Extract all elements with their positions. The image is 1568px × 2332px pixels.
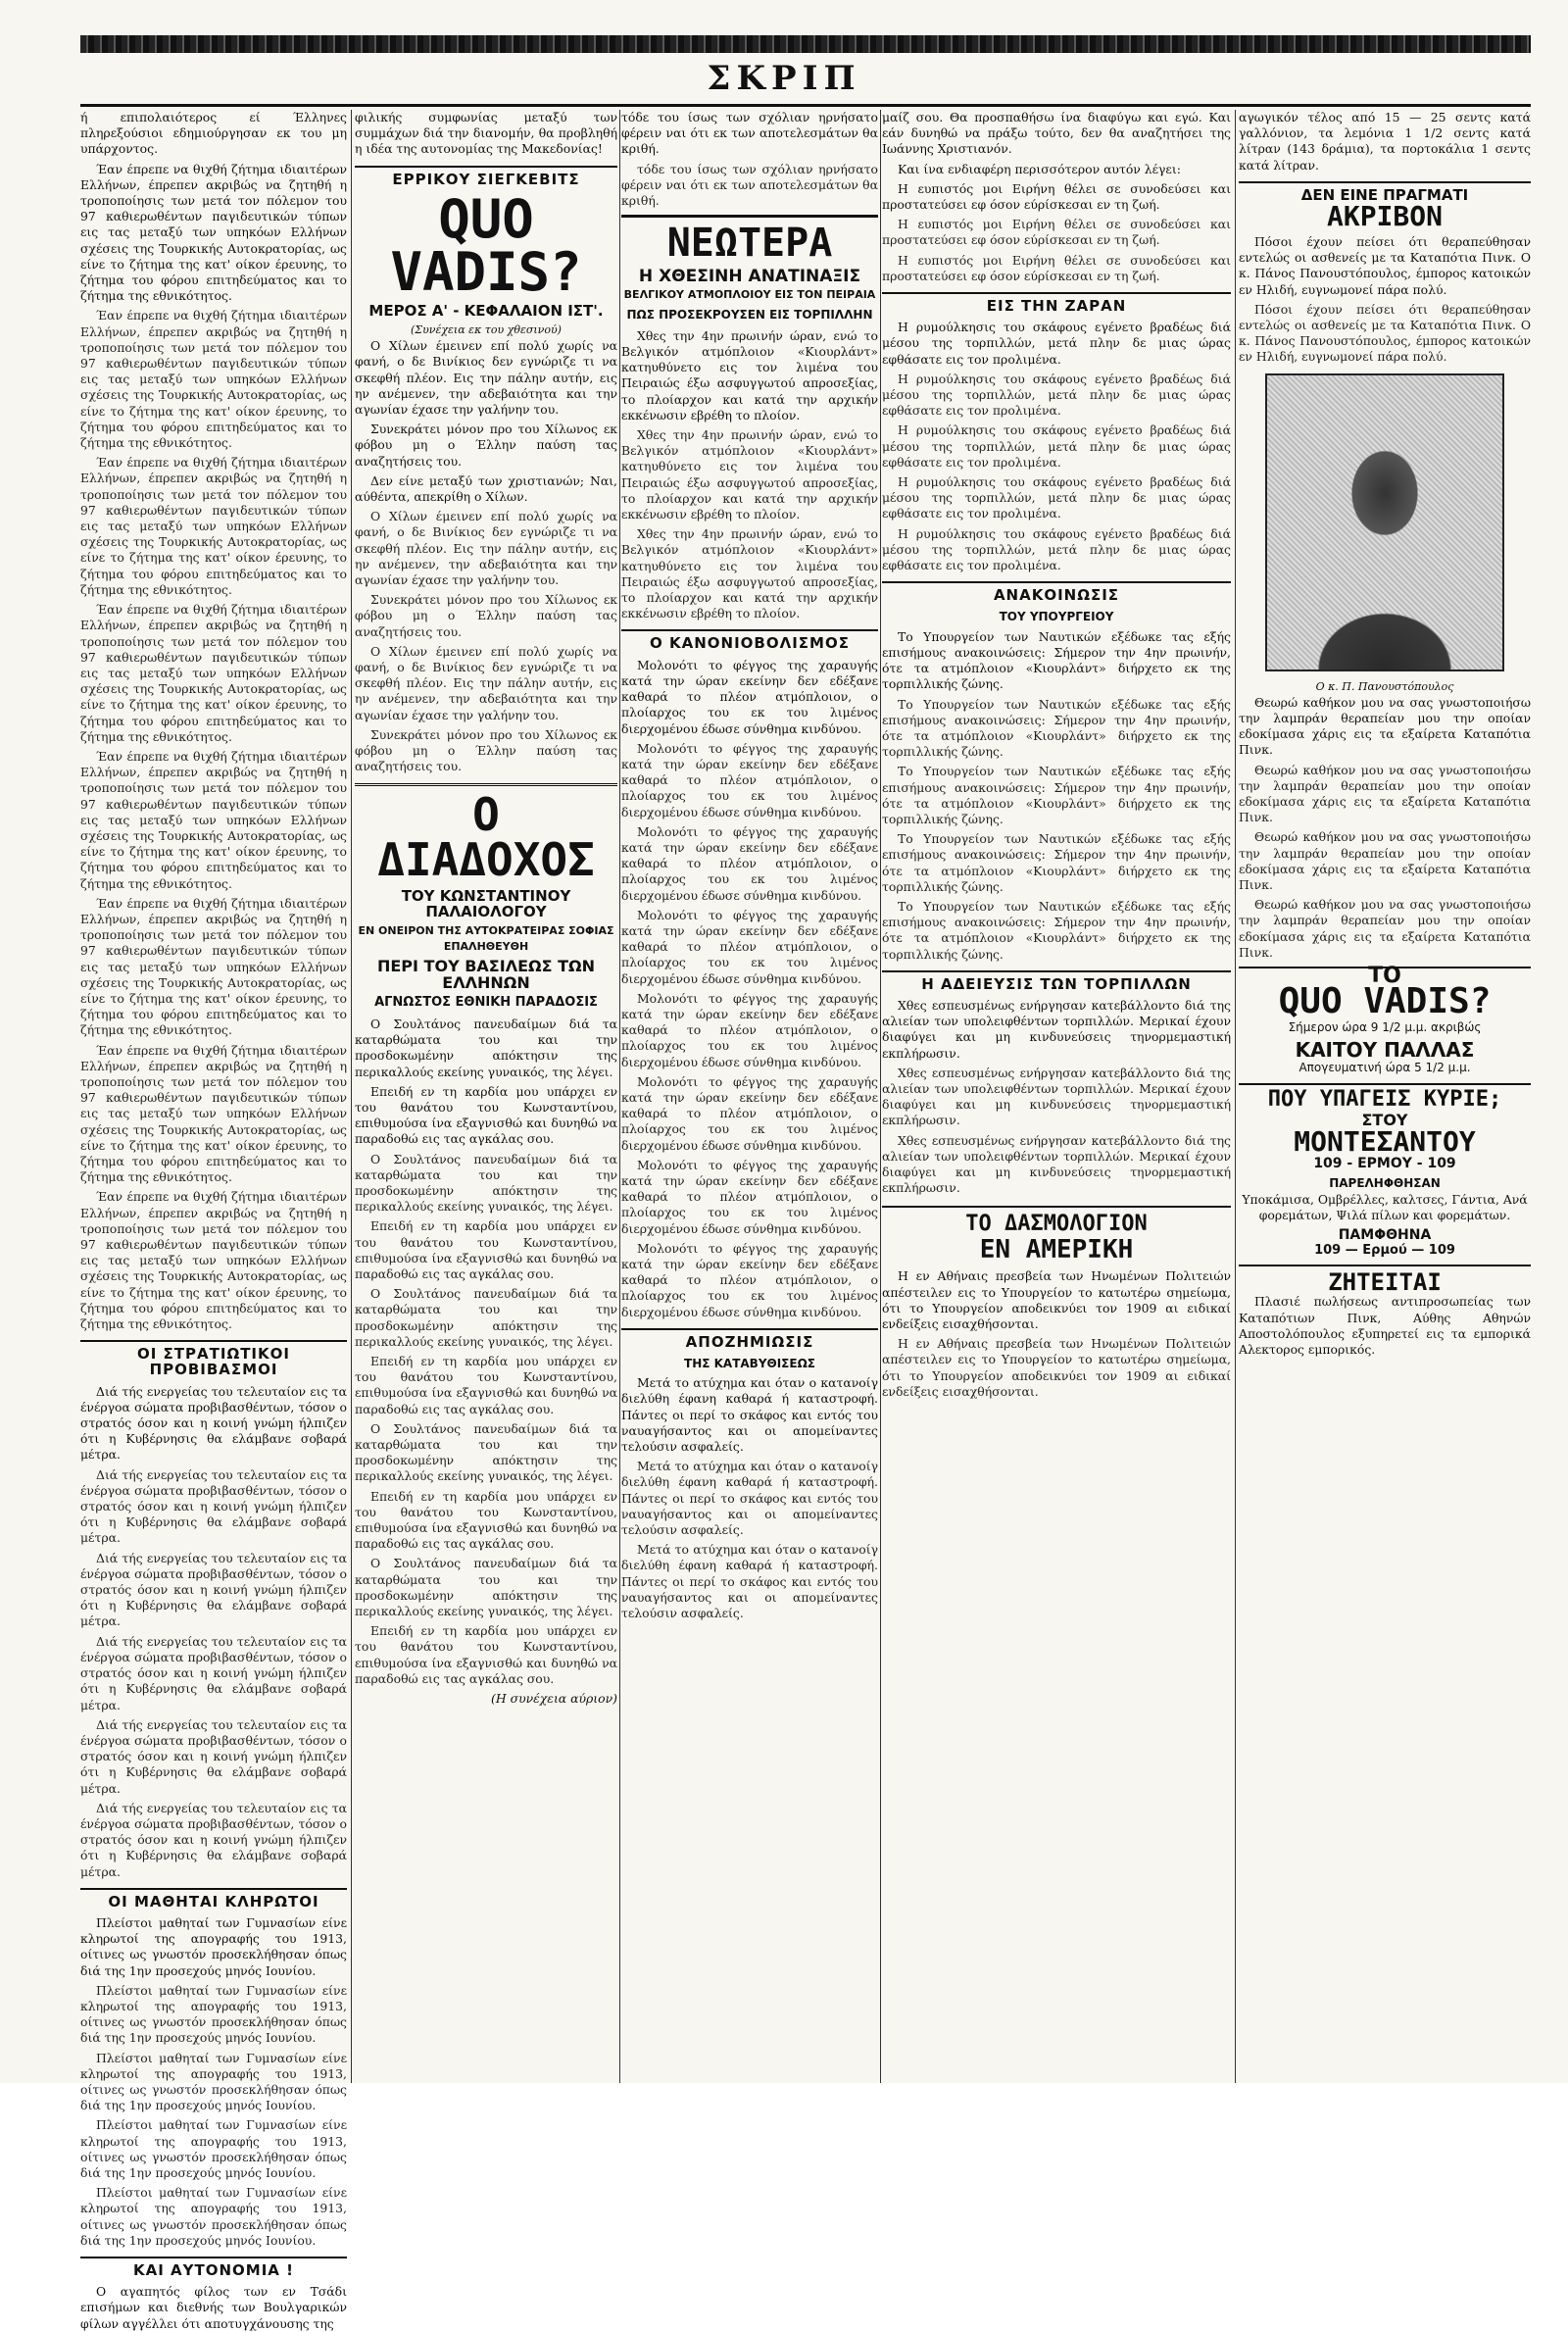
paragraph: Η ρυμούλκησις του σκάφους εγένετο βραδέως διά μέσου της τορπιλλών, μετά πλην δε μιας ώρας εφθάσατε εις τον προλιμένα.	[882, 474, 1231, 521]
paragraph: Πλείστοι μαθηταί των Γυμνασίων είνε κληρωτοί της απογραφής του 1913, οίτινες ως γνωστόν προσεκλήθησαν όπως διά της 1ην προσεχούς μηνός Ιουνίου.	[80, 1982, 347, 2046]
paragraph: Χθες την 4ην πρωινήν ώραν, ενώ το Βελγικόν ατμόπλοιον «Κιουρλάντ» κατηυθύνετο εις τον λιμένα του Πειραιώς έξω ασφυγγωτού απροσεξίας, το πλοίαρχον και κατά την αρχικήν εκκένωσιν εβρέθη το πλοίον.	[621, 526, 878, 621]
news-subhead: Η ΧΘΕΣΙΝΗ ΑΝΑΤΙΝΑΞΙΣ	[638, 267, 861, 287]
paragraph: Η ρυμούλκησις του σκάφους εγένετο βραδέως διά μέσου της τορπιλλών, μετά πλην δε μιας ώρας εφθάσατε εις τον προλιμένα.	[882, 371, 1231, 419]
story-subtitle: ΤΟΥ ΚΩΝΣΤΑΝΤΙΝΟΥ ΠΑΛΑΙΟΛΟΓΟΥ	[401, 886, 571, 920]
paragraph: Επειδή εν τη καρδία μου υπάρχει εν του θανάτου του Κωνσταντίνου, επιθυμούσα ίνα εξαγνισθώ και δυνηθώ να παραδοθώ εις τας αγκάλας σου.	[355, 1623, 617, 1686]
paragraph: Χθες την 4ην πρωινήν ώραν, ενώ το Βελγικόν ατμόπλοιον «Κιουρλάντ» κατηυθύνετο εις τον λιμένα του Πειραιώς έξω ασφυγγωτού απροσεξίας, το πλοίαρχον και κατά την αρχικήν εκκένωσιν εβρέθη το πλοίον.	[621, 327, 878, 422]
paragraph: Ο Σουλτάνος πανευδαίμων διά τα καταρθώματα του και την προσδοκωμένην απόκτησιν της περικαλλούς εκείνης γυναικός, της λέγει.	[355, 1151, 617, 1215]
ad-text: ΠΑΡΕΛΗΦΘΗΣΑΝ	[1329, 1176, 1441, 1191]
paragraph: Χθες εσπευσμένως ενήργησαν κατεβάλλοντο διά της αλιείαν των υπολειφθέντων τορπιλλών. Μερικαί έχουν διαφύγει και μη κινδυνεύσεις τηνορμεμαστική εκπλήρωσιν.	[882, 1065, 1231, 1128]
news-subhead: ΒΕΛΓΙΚΟΥ ΑΤΜΟΠΛΟΙΟΥ ΕΙΣ ΤΟΝ ΠΕΙΡΑΙΑ	[623, 288, 876, 302]
paragraph: Μολονότι το φέγγος της χαραυγής κατά την ώραν εκείνην δεν εδέξανε καθαρά το πλέον ατμόπλοιον, ο πλοίαρχος του εκ του λιμένος διερχομένου έδωσε σύνθημα κινδύνου.	[621, 1240, 878, 1319]
story-title: Ο ΔΙΑΔΟΧΟΣ	[377, 787, 595, 886]
paragraph: Έαν έπρεπε να θιχθή ζήτημα ιδιαιτέρων Ελλήνων, έπρεπεν ακριβώς να ζητηθή η τροποποίησις των μετά τον πόλεμον του 97 καθιερωθέντων παγιδευτικών τύπων εις τας μεταξύ των υπηκόων Ελλήνων σχέσεις της Τουρκικής Αυτοκρατορίας, ως είνε το ζήτημα της κατ' οίκον έρευνης, το ζήτημα του φόρου επιτηδεύματος και το ζήτημα της εθνικότητος.	[80, 455, 347, 597]
paragraph: τόδε του ίσως των σχόλιαν ηρνήσατο φέρειν ναι ότι εκ των αποτελεσμάτων θα κριθή.	[621, 161, 878, 209]
paragraph: Έαν έπρεπε να θιχθή ζήτημα ιδιαιτέρων Ελλήνων, έπρεπεν ακριβώς να ζητηθή η τροποποίησις των μετά τον πόλεμον του 97 καθιερωθέντων παγιδευτικών τύπων εις τας μεταξύ των υπηκόων Ελλήνων σχέσεις της Τουρκικής Αυτοκρατορίας, ως είνε το ζήτημα της κατ' οίκον έρευνης, το ζήτημα του φόρου επιτηδεύματος και το ζήτημα της εθνικότητος.	[80, 1042, 347, 1185]
paragraph: Πλείστοι μαθηταί των Γυμνασίων είνε κληρωτοί της απογραφής του 1913, οίτινες ως γνωστόν προσεκλήθησαν όπως διά της 1ην προσεχούς μηνός Ιουνίου.	[80, 2185, 347, 2248]
paragraph: Η ευπιστός μοι Ειρήνη θέλει σε συνοδεύσει και προστατεύσει εφ όσον εύρίσκεσαι εν τη ζωή.	[882, 180, 1231, 213]
paragraph: Θεωρώ καθήκον μου να σας γνωστοποιήσω την λαμπράν θεραπείαν μου την οποίαν εδοκίμασα χάρις εις τα εξαίρετα Καταπότια Πινκ.	[1239, 897, 1531, 960]
paragraph: Η ρυμούλκησις του σκάφους εγένετο βραδέως διά μέσου της τορπιλλών, μετά πλην δε μιας ώρας εφθάσατε εις τον προλιμένα.	[882, 422, 1231, 470]
column-divider	[880, 110, 881, 2083]
paragraph: Διά τής ενεργείας του τελευταίον εις τα ένέργοα σώματα προβιβασθέντων, τόσον ο στρατός όσον και η κοινή γνώμη ήλπιζεν ότι η Κυβέρνησις θα ελάμβανε σοβαρά μέτρα.	[80, 1716, 347, 1796]
paragraph: Έαν έπρεπε να θιχθή ζήτημα ιδιαιτέρων Ελλήνων, έπρεπεν ακριβώς να ζητηθή η τροποποίησις των μετά τον πόλεμον του 97 καθιερωθέντων παγιδευτικών τύπων εις τας μεταξύ των υπηκόων Ελλήνων σχέσεις της Τουρκικής Αυτοκρατορίας, ως είνε το ζήτημα της κατ' οίκον έρευνης, το ζήτημα του φόρου επιτηδεύματος και το ζήτημα της εθνικότητος.	[80, 602, 347, 744]
ad-title: ΖΗΤΕΙΤΑΙ	[1239, 1265, 1531, 1294]
ad-text: ΠΑΜΦΘΗΝΑ	[1338, 1226, 1432, 1243]
paragraph: Μολονότι το φέγγος της χαραυγής κατά την ώραν εκείνην δεν εδέξανε καθαρά το πλέον ατμόπλοιον, ο πλοίαρχος του εκ του λιμένος διερχομένου έδωσε σύνθημα κινδύνου.	[621, 1073, 878, 1153]
column-1	[80, 110, 347, 2331]
paragraph: Η εν Αθήναις πρεσβεία των Ηνωμένων Πολιτειών απέστειλεν εις το Υπουργείον το κατωτέρω σημείωμα, ότι το Υπουργείον αποδεικνύει τον 1909 αι ειδικαί ενδείξεις εισαχθήσονται.	[882, 1268, 1231, 1331]
ad-title: ΜΟΝΤΕΣΑΝΤΟΥ	[1294, 1125, 1476, 1159]
paragraph: Επειδή εν τη καρδία μου υπάρχει εν του θανάτου του Κωνσταντίνου, επιθυμούσα ίνα εξαγνισθώ και δυνηθώ να παραδοθώ εις τας αγκάλας σου.	[355, 1488, 617, 1552]
section-heading: ΕΙΣ ΤΗΝ ΖΑΡΑΝ	[882, 292, 1231, 314]
column-divider	[619, 110, 620, 2083]
paragraph: Ο Χίλων έμεινεν επί πολύ χωρίς να φανή, ο δε Βινίκιος δεν εγνώριζε τι να σκεφθή πλέον. Εις την πάλην αυτήν, εις ην ανέμενεν, την αδεβαιότητα και την αγωνίαν έχασε την γαλήνην του.	[355, 643, 617, 722]
ad-text: ΣΤΟΥ	[1361, 1110, 1408, 1129]
section-heading: Ο ΚΑΝΟΝΙΟΒΟΛΙΣΜΟΣ	[621, 629, 878, 651]
paragraph: τόδε του ίσως των σχόλιαν ηρνήσατο φέρειν ναι ότι εκ των αποτελεσμάτων θα κριθή.	[621, 110, 878, 157]
story-subtitle: ΑΓΝΩΣΤΟΣ ΕΘΝΙΚΗ ΠΑΡΑΔΟΣΙΣ	[374, 994, 598, 1010]
serial-author: ΕΡΡΙΚΟΥ ΣΙΕΓΚΕΒΙΤΣ	[355, 166, 617, 187]
paragraph: Έαν έπρεπε να θιχθή ζήτημα ιδιαιτέρων Ελλήνων, έπρεπεν ακριβώς να ζητηθή η τροποποίησις των μετά τον πόλεμον του 97 καθιερωθέντων παγιδευτικών τύπων εις τας μεταξύ των υπηκόων Ελλήνων σχέσεις της Τουρκικής Αυτοκρατορίας, ως είνε το ζήτημα της κατ' οίκον έρευνης, το ζήτημα του φόρου επιτηδεύματος και το ζήτημα της εθνικότητος.	[80, 895, 347, 1038]
continued-note: (Η συνέχεια αύριον)	[491, 1691, 617, 1707]
paragraph: Διά τής ενεργείας του τελευταίον εις τα ένέργοα σώματα προβιβασθέντων, τόσον ο στρατός όσον και η κοινή γνώμη ήλπιζεν ότι η Κυβέρνησις θα ελάμβανε σοβαρά μέτρα.	[80, 1550, 347, 1629]
section-heading: ΚΑΙ ΑΥΤΟΝΟΜΙΑ !	[80, 2257, 347, 2278]
paragraph: Θεωρώ καθήκον μου να σας γνωστοποιήσω την λαμπράν θεραπείαν μου την οποίαν εδοκίμασα χάρις εις τα εξαίρετα Καταπότια Πινκ.	[1239, 829, 1531, 893]
section-heading: ΑΝΑΚΟΙΝΩΣΙΣ	[882, 581, 1231, 603]
paragraph: Διά τής ενεργείας του τελευταίον εις τα ένέργοα σώματα προβιβασθέντων, τόσον ο στρατός όσον και η κοινή γνώμη ήλπιζεν ότι η Κυβέρνησις θα ελάμβανε σοβαρά μέτρα.	[80, 1633, 347, 1712]
section-subheading: ΤΗΣ ΚΑΤΑΒΥΘΙΣΕΩΣ	[684, 1357, 815, 1371]
paragraph: Επειδή εν τη καρδία μου υπάρχει εν του θανάτου του Κωνσταντίνου, επιθυμούσα ίνα εξαγνισθώ και δυνηθώ να παραδοθώ εις τας αγκάλας σου.	[355, 1083, 617, 1147]
ad-heading: ΑΚΡΙΒΟΝ	[1326, 200, 1443, 233]
column-4	[882, 110, 1231, 2083]
paragraph: Διά τής ενεργείας του τελευταίον εις τα ένέργοα σώματα προβιβασθέντων, τόσον ο στρατός όσον και η κοινή γνώμη ήλπιζεν ότι η Κυβέρνησις θα ελάμβανε σοβαρά μέτρα.	[80, 1800, 347, 1879]
paragraph: Έαν έπρεπε να θιχθή ζήτημα ιδιαιτέρων Ελλήνων, έπρεπεν ακριβώς να ζητηθή η τροποποίησις των μετά τον πόλεμον του 97 καθιερωθέντων παγιδευτικών τύπων εις τας μεταξύ των υπηκόων Ελλήνων σχέσεις της Τουρκικής Αυτοκρατορίας, ως είνε το ζήτημα της κατ' οίκον έρευνης, το ζήτημα του φόρου επιτηδεύματος και το ζήτημα της εθνικότητος.	[80, 308, 347, 451]
paragraph: Χθες την 4ην πρωινήν ώραν, ενώ το Βελγικόν ατμόπλοιον «Κιουρλάντ» κατηυθύνετο εις τον λιμένα του Πειραιώς έξω ασφυγγωτού απροσεξίας, το πλοίαρχον και κατά την αρχικήν εκκένωσιν εβρέθη το πλοίον.	[621, 427, 878, 522]
paragraph: Το Υπουργείον των Ναυτικών εξέδωκε τας εξής επισήμους ανακοινώσεις: Σήμερον την 4ην πρωινήν, ότε τα ατμόπλοιον «Κιουρλάντ» διήρχετο εκ της τορπιλλικής ζώνης.	[882, 831, 1231, 894]
paragraph: Το Υπουργείον των Ναυτικών εξέδωκε τας εξής επισήμους ανακοινώσεις: Σήμερον την 4ην πρωινήν, ότε τα ατμόπλοιον «Κιουρλάντ» διήρχετο εκ της τορπιλλικής ζώνης.	[882, 764, 1231, 826]
paragraph: Έαν έπρεπε να θιχθή ζήτημα ιδιαιτέρων Ελλήνων, έπρεπεν ακριβώς να ζητηθή η τροποποίησις των μετά τον πόλεμον του 97 καθιερωθέντων παγιδευτικών τύπων εις τας μεταξύ των υπηκόων Ελλήνων σχέσεις της Τουρκικής Αυτοκρατορίας, ως είνε το ζήτημα της κατ' οίκον έρευνης, το ζήτημα του φόρου επιτηδεύματος και το ζήτημα της εθνικότητος.	[80, 1189, 347, 1332]
ad-text: ΤΟ	[1239, 967, 1531, 984]
ad-text: 109 - ΕΡΜΟΥ - 109	[1313, 1156, 1456, 1172]
paragraph: Και ίνα ενδιαφέρη περισσότερον αυτόν λέγει:	[898, 161, 1181, 176]
paragraph: Πλείστοι μαθηταί των Γυμνασίων είνε κληρωτοί της απογραφής του 1913, οίτινες ως γνωστόν προσεκλήθησαν όπως διά της 1ην προσεχούς μηνός Ιουνίου.	[80, 1914, 347, 1978]
serial-title: QUO VADIS?	[390, 187, 582, 303]
paragraph: Μολονότι το φέγγος της χαραυγής κατά την ώραν εκείνην δεν εδέξανε καθαρά το πλέον ατμόπλοιον, ο πλοίαρχος του εκ του λιμένος διερχομένου έδωσε σύνθημα κινδύνου.	[621, 907, 878, 986]
paragraph: Μολονότι το φέγγος της χαραυγής κατά την ώραν εκείνην δεν εδέξανε καθαρά το πλέον ατμόπλοιον, ο πλοίαρχος του εκ του λιμένος διερχομένου έδωσε σύνθημα κινδύνου.	[621, 990, 878, 1069]
paragraph: Δεν είνε μεταξύ των χριστιανών; Ναι, αύθέντα, απεκρίθη ο Χίλων.	[355, 472, 617, 505]
column-divider	[351, 110, 352, 2083]
section-heading: ΟΙ ΜΑΘΗΤΑΙ ΚΛΗΡΩΤΟΙ	[80, 1888, 347, 1910]
paragraph: Η ρυμούλκησις του σκάφους εγένετο βραδέως διά μέσου της τορπιλλών, μετά πλην δε μιας ώρας εφθάσατε εις τον προλιμένα.	[882, 525, 1231, 573]
section-subheading: ΤΟΥ ΥΠΟΥΡΓΕΙΟΥ	[999, 610, 1114, 624]
continuation-note: (Συνέχεια εκ του χθεσινού)	[411, 323, 562, 337]
serial-part: ΜΕΡΟΣ Α' - ΚΕΦΑΛΑΙΟΝ ΙΣΤ'.	[368, 301, 604, 320]
ad-title: QUO VADIS?	[1278, 981, 1492, 1022]
paragraph: Ο Σουλτάνος πανευδαίμων διά τα καταρθώματα του και την προσδοκωμένην απόκτησιν της περικαλλούς εκείνης γυναικός, της λέγει.	[355, 1286, 617, 1349]
ad-text: Σήμερον ώρα 9 1/2 μ.μ. ακριβώς	[1288, 1020, 1482, 1035]
section-heading: ΟΙ ΣΤΡΑΤΙΩΤΙΚΟΙ ΠΡΟΒΙΒΑΣΜΟΙ	[80, 1340, 347, 1377]
paragraph: Πλείστοι μαθηταί των Γυμνασίων είνε κληρωτοί της απογραφής του 1913, οίτινες ως γνωστόν προσεκλήθησαν όπως διά της 1ην προσεχούς μηνός Ιουνίου.	[80, 2117, 347, 2180]
paragraph: Ο Σουλτάνος πανευδαίμων διά τα καταρθώματα του και την προσδοκωμένην απόκτησιν της περικαλλούς εκείνης γυναικός, της λέγει.	[355, 1556, 617, 1619]
story-subtitle: ΕΝ ΟΝΕΙΡΟΝ ΤΗΣ ΑΥΤΟΚΡΑΤΕΙΡΑΣ ΣΟΦΙΑΣ ΕΠΑΛΗΘΕΥΘΗ	[358, 923, 614, 954]
section-headline: ΤΟ ΔΑΣΜΟΛΟΓΙΟΝ	[882, 1206, 1231, 1235]
section-headline: ΕΝ ΑΜΕΡΙΚΗ	[979, 1235, 1134, 1265]
column-2	[355, 110, 617, 2083]
paragraph: Πλείστοι μαθηταί των Γυμνασίων είνε κληρωτοί της απογραφής του 1913, οίτινες ως γνωστόν προσεκλήθησαν όπως διά της 1ην προσεχούς μηνός Ιουνίου.	[80, 2050, 347, 2113]
paragraph: Μολονότι το φέγγος της χαραυγής κατά την ώραν εκείνην δεν εδέξανε καθαρά το πλέον ατμόπλοιον, ο πλοίαρχος του εκ του λιμένος διερχομένου έδωσε σύνθημα κινδύνου.	[621, 1157, 878, 1236]
paragraph: Διά τής ενεργείας του τελευταίον εις τα ένέργοα σώματα προβιβασθέντων, τόσον ο στρατός όσον και η κοινή γνώμη ήλπιζεν ότι η Κυβέρνησις θα ελάμβανε σοβαρά μέτρα.	[80, 1466, 347, 1546]
news-subhead: ΠΩΣ ΠΡΟΣΕΚΡΟΥΣΕΝ ΕΙΣ ΤΟΡΠΙΛΛΗΝ	[626, 307, 873, 322]
paragraph: Χθες εσπευσμένως ενήργησαν κατεβάλλοντο διά της αλιείαν των υπολειφθέντων τορπιλλών. Μερικαί έχουν διαφύγει και μη κινδυνεύσεις τηνορμεμαστική εκπλήρωσιν.	[882, 1132, 1231, 1196]
ad-heading: ΔΕΝ ΕΙΝΕ ΠΡΑΓΜΑΤΙ	[1239, 181, 1531, 203]
paragraph: Η ρυμούλκησις του σκάφους εγένετο βραδέως διά μέσου της τορπιλλών, μετά πλην δε μιας ώρας εφθάσατε εις τον προλιμένα.	[882, 320, 1231, 367]
paragraph: Μολονότι το φέγγος της χαραυγής κατά την ώραν εκείνην δεν εδέξανε καθαρά το πλέον ατμόπλοιον, ο πλοίαρχος του εκ του λιμένος διερχομένου έδωσε σύνθημα κινδύνου.	[621, 740, 878, 819]
ad-text: 109 — Ερμού — 109	[1314, 1243, 1455, 1259]
paragraph: Επειδή εν τη καρδία μου υπάρχει εν του θανάτου του Κωνσταντίνου, επιθυμούσα ίνα εξαγνισθώ και δυνηθώ να παραδοθώ εις τας αγκάλας σου.	[355, 1353, 617, 1416]
paragraph: Η εν Αθήναις πρεσβεία των Ηνωμένων Πολιτειών απέστειλεν εις το Υπουργείον το κατωτέρω σημείωμα, ότι το Υπουργείον αποδεικνύει τον 1909 αι ειδικαί ενδείξεις εισαχθήσονται.	[882, 1336, 1231, 1399]
paragraph: μαίζ σου. Θα προσπαθήσω ίνα διαφύγω και εγώ. Και εάν δυνηθώ να πράξω τούτο, δεν θα αναζητήσει της Ιωάννης Χριστιανόν.	[882, 110, 1231, 157]
column-divider	[1235, 110, 1236, 2083]
paragraph: ή επιπολαιότερος εί Έλληνες πληρεξούσιοι εδημιούργησαν εκ του μη υπάρχοντος.	[80, 110, 347, 157]
paragraph: Διά τής ενεργείας του τελευταίον εις τα ένέργοα σώματα προβιβασθέντων, τόσον ο στρατός όσον και η κοινή γνώμη ήλπιζεν ότι η Κυβέρνησις θα ελάμβανε σοβαρά μέτρα.	[80, 1383, 347, 1463]
paragraph: Θεωρώ καθήκον μου να σας γνωστοποιήσω την λαμπράν θεραπείαν μου την οποίαν εδοκίμασα χάρις εις τα εξαίρετα Καταπότια Πινκ.	[1239, 762, 1531, 825]
column-5	[1239, 110, 1531, 2083]
column-3	[621, 110, 878, 2083]
paragraph: Ο Χίλων έμεινεν επί πολύ χωρίς να φανή, ο δε Βινίκιος δεν εγνώριζε τι να σκεφθή πλέον. Εις την πάλην αυτήν, εις ην ανέμενεν, την αδεβαιότητα και την αγωνίαν έχασε την γαλήνην του.	[355, 338, 617, 418]
section-heading: Η ΑΔΕΙΕΥΣΙΣ ΤΩΝ ΤΟΡΠΙΛΛΩΝ	[882, 970, 1231, 992]
paragraph: Μετά το ατύχημα και όταν ο κατανοίγ διελύθη έφανη καθαρά ή καταστροφή. Πάντες οι περί το σκάφος και εντός του ναυαγήσαντος και οι απομείναντες τελούσιν ασφαλείς.	[621, 1459, 878, 1538]
ad-list: Υποκάμισα, Ομβρέλλες, καλτσες, Γάντια, Ανά φορεμάτων, Ψιλά πίλων και φορεμάτων.	[1242, 1191, 1528, 1222]
portrait-caption: Ο κ. Π. Πανουστόπουλος	[1315, 679, 1454, 693]
paragraph: Η ευπιστός μοι Ειρήνη θέλει σε συνοδεύσει και προστατεύσει εφ όσον εύρίσκεσαι εν τη ζωή.	[882, 217, 1231, 248]
paragraph: Έαν έπρεπε να θιχθή ζήτημα ιδιαιτέρων Ελλήνων, έπρεπεν ακριβώς να ζητηθή η τροποποίησις των μετά τον πόλεμον του 97 καθιερωθέντων παγιδευτικών τύπων εις τας μεταξύ των υπηκόων Ελλήνων σχέσεις της Τουρκικής Αυτοκρατορίας, ως είνε το ζήτημα της κατ' οίκον έρευνης, το ζήτημα του φόρου επιτηδεύματος και το ζήτημα της εθνικότητος.	[80, 748, 347, 891]
paragraph: Πόσοι έχουν πείσει ότι θεραπεύθησαν εντελώς οι ασθενείς με τα Καταπότια Πινκ. Ο κ. Πάνος Πανουστόπουλος, έμπορος κατοικών εν Ηλιδή, ευγνωμονεί πάρα πολύ.	[1239, 301, 1531, 365]
paragraph: Η ευπιστός μοι Ειρήνη θέλει σε συνοδεύσει και προστατεύσει εφ όσον εύρίσκεσαι εν τη ζωή.	[882, 252, 1231, 283]
story-subtitle: ΠΕΡΙ ΤΟΥ ΒΑΣΙΛΕΩΣ ΤΩΝ ΕΛΛΗΝΩΝ	[376, 957, 596, 992]
paragraph: Το Υπουργείον των Ναυτικών εξέδωκε τας εξής επισήμους ανακοινώσεις: Σήμερον την 4ην πρωινήν, ότε τα ατμόπλοιον «Κιουρλάντ» διήρχετο εκ της τορπιλλικής ζώνης.	[882, 628, 1231, 692]
paragraph: Θεωρώ καθήκον μου να σας γνωστοποιήσω την λαμπράν θεραπείαν μου την οποίαν εδοκίμασα χάρις εις τα εξαίρετα Καταπότια Πινκ.	[1239, 694, 1531, 758]
paragraph: Συνεκράτει μόνον προ του Χίλωνος εκ φόβου μη ο Έλλην παύση τας αναζητήσεις του.	[355, 726, 617, 774]
ad-title: ΠΟΥ ΥΠΑΓΕΙΣ ΚΥΡΙΕ;	[1239, 1083, 1531, 1111]
paragraph: Πλασιέ πωλήσεως αντιπροσωπείας των Καταπότιων Πινκ, Αύθης Αθηνών Αποστολόπουλος εξυπηρετεί εις τα εμπορικά Αλεκτορος εμπορικός.	[1239, 1294, 1531, 1357]
paragraph: Το Υπουργείον των Ναυτικών εξέδωκε τας εξής επισήμους ανακοινώσεις: Σήμερον την 4ην πρωινήν, ότε τα ατμόπλοιον «Κιουρλάντ» διήρχετο εκ της τορπιλλικής ζώνης.	[882, 898, 1231, 962]
paragraph: Μολονότι το φέγγος της χαραυγής κατά την ώραν εκείνην δεν εδέξανε καθαρά το πλέον ατμόπλοιον, ο πλοίαρχος του εκ του λιμένος διερχομένου έδωσε σύνθημα κινδύνου.	[621, 657, 878, 736]
paragraph: Ο Χίλων έμεινεν επί πολύ χωρίς να φανή, ο δε Βινίκιος δεν εγνώριζε τι να σκεφθή πλέον. Εις την πάλην αυτήν, εις ην ανέμενεν, την αδεβαιότητα και την αγωνίαν έχασε την γαλήνην του.	[355, 509, 617, 588]
masthead-rule	[80, 104, 1531, 107]
paragraph: Έαν έπρεπε να θιχθή ζήτημα ιδιαιτέρων Ελλήνων, έπρεπεν ακριβώς να ζητηθή η τροποποίησις των μετά τον πόλεμον του 97 καθιερωθέντων παγιδευτικών τύπων εις τας μεταξύ των υπηκόων Ελλήνων σχέσεις της Τουρκικής Αυτοκρατορίας, ως είνε το ζήτημα της κατ' οίκον έρευνης, το ζήτημα του φόρου επιτηδεύματος και το ζήτημα της εθνικότητος.	[80, 161, 347, 304]
paragraph: Μετά το ατύχημα και όταν ο κατανοίγ διελύθη έφανη καθαρά ή καταστροφή. Πάντες οι περί το σκάφος και εντός του ναυαγήσαντος και οι απομείναντες τελούσιν ασφαλείς.	[621, 1542, 878, 1621]
paragraph: Το Υπουργείον των Ναυτικών εξέδωκε τας εξής επισήμους ανακοινώσεις: Σήμερον την 4ην πρωινήν, ότε τα ατμόπλοιον «Κιουρλάντ» διήρχετο εκ της τορπιλλικής ζώνης.	[882, 696, 1231, 760]
portrait-image	[1265, 373, 1504, 671]
ad-text: Απογευματινή ώρα 5 1/2 μ.μ.	[1298, 1060, 1471, 1074]
paragraph: Συνεκράτει μόνον προ του Χίλωνος εκ φόβου μη ο Έλλην παύση τας αναζητήσεις του.	[355, 422, 617, 469]
paragraph: Μολονότι το φέγγος της χαραυγής κατά την ώραν εκείνην δεν εδέξανε καθαρά το πλέον ατμόπλοιον, ο πλοίαρχος του εκ του λιμένος διερχομένου έδωσε σύνθημα κινδύνου.	[621, 823, 878, 903]
paragraph: Μετά το ατύχημα και όταν ο κατανοίγ διελύθη έφανη καθαρά ή καταστροφή. Πάντες οι περί το σκάφος και εντός του ναυαγήσαντος και οι απομείναντες τελούσιν ασφαλείς.	[621, 1375, 878, 1455]
ad-text: ΚΑΙΤΟΥ ΠΑΛΛΑΣ	[1295, 1037, 1475, 1062]
paragraph: Χθες εσπευσμένως ενήργησαν κατεβάλλοντο διά της αλιείαν των υπολειφθέντων τορπιλλών. Μερικαί έχουν διαφύγει και μη κινδυνεύσεις τηνορμεμαστική εκπλήρωσιν.	[882, 997, 1231, 1061]
paragraph: Επειδή εν τη καρδία μου υπάρχει εν του θανάτου του Κωνσταντίνου, επιθυμούσα ίνα εξαγνισθώ και δυνηθώ να παραδοθώ εις τας αγκάλας σου.	[355, 1218, 617, 1281]
section-heading: ΑΠΟΖΗΜΙΩΣΙΣ	[621, 1328, 878, 1350]
paragraph: Ο αγαπητός φίλος των εν Τσάδι επισήμων και διεθνής των Βουλγαρικών φίλων αγγέλλει ότι αποτυγχάνουσης της	[80, 2284, 347, 2331]
news-headline: ΝΕΩΤΕΡΑ	[621, 215, 878, 263]
paragraph: Ο Σουλτάνος πανευδαίμων διά τα καταρθώματα του και την προσδοκωμένην απόκτησιν της περικαλλούς εκείνης γυναικός, της λέγει.	[355, 1420, 617, 1484]
paragraph: Συνεκράτει μόνον προ του Χίλωνος εκ φόβου μη ο Έλλην παύση τας αναζητήσεις του.	[355, 592, 617, 639]
paragraph: αγωγικόν τέλος από 15 — 25 σεντς κατά γαλλόνιον, τα λεμόνια 1 1/2 σεντς κατά λίτραν (143 δράμια), τα πορτοκάλια 1 σεντς κατά λίτραν.	[1239, 110, 1531, 173]
top-border-bar	[80, 35, 1531, 53]
paragraph: Πόσοι έχουν πείσει ότι θεραπεύθησαν εντελώς οι ασθενείς με τα Καταπότια Πινκ. Ο κ. Πάνος Πανουστόπουλος, έμπορος κατοικών εν Ηλιδή, ευγνωμονεί πάρα πολύ.	[1239, 234, 1531, 297]
paragraph: Ο Σουλτάνος πανευδαίμων διά τα καταρθώματα του και την προσδοκωμένην απόκτησιν της περικαλλούς εκείνης γυναικός, της λέγει.	[355, 1016, 617, 1079]
masthead: ΣΚΡΙΠ	[707, 59, 861, 98]
paragraph: φιλικής συμφωνίας μεταξύ των συμμάχων διά την διανομήν, θα προβληθή η ιδέα της αυτονομίας της Μακεδονίας!	[355, 110, 617, 157]
